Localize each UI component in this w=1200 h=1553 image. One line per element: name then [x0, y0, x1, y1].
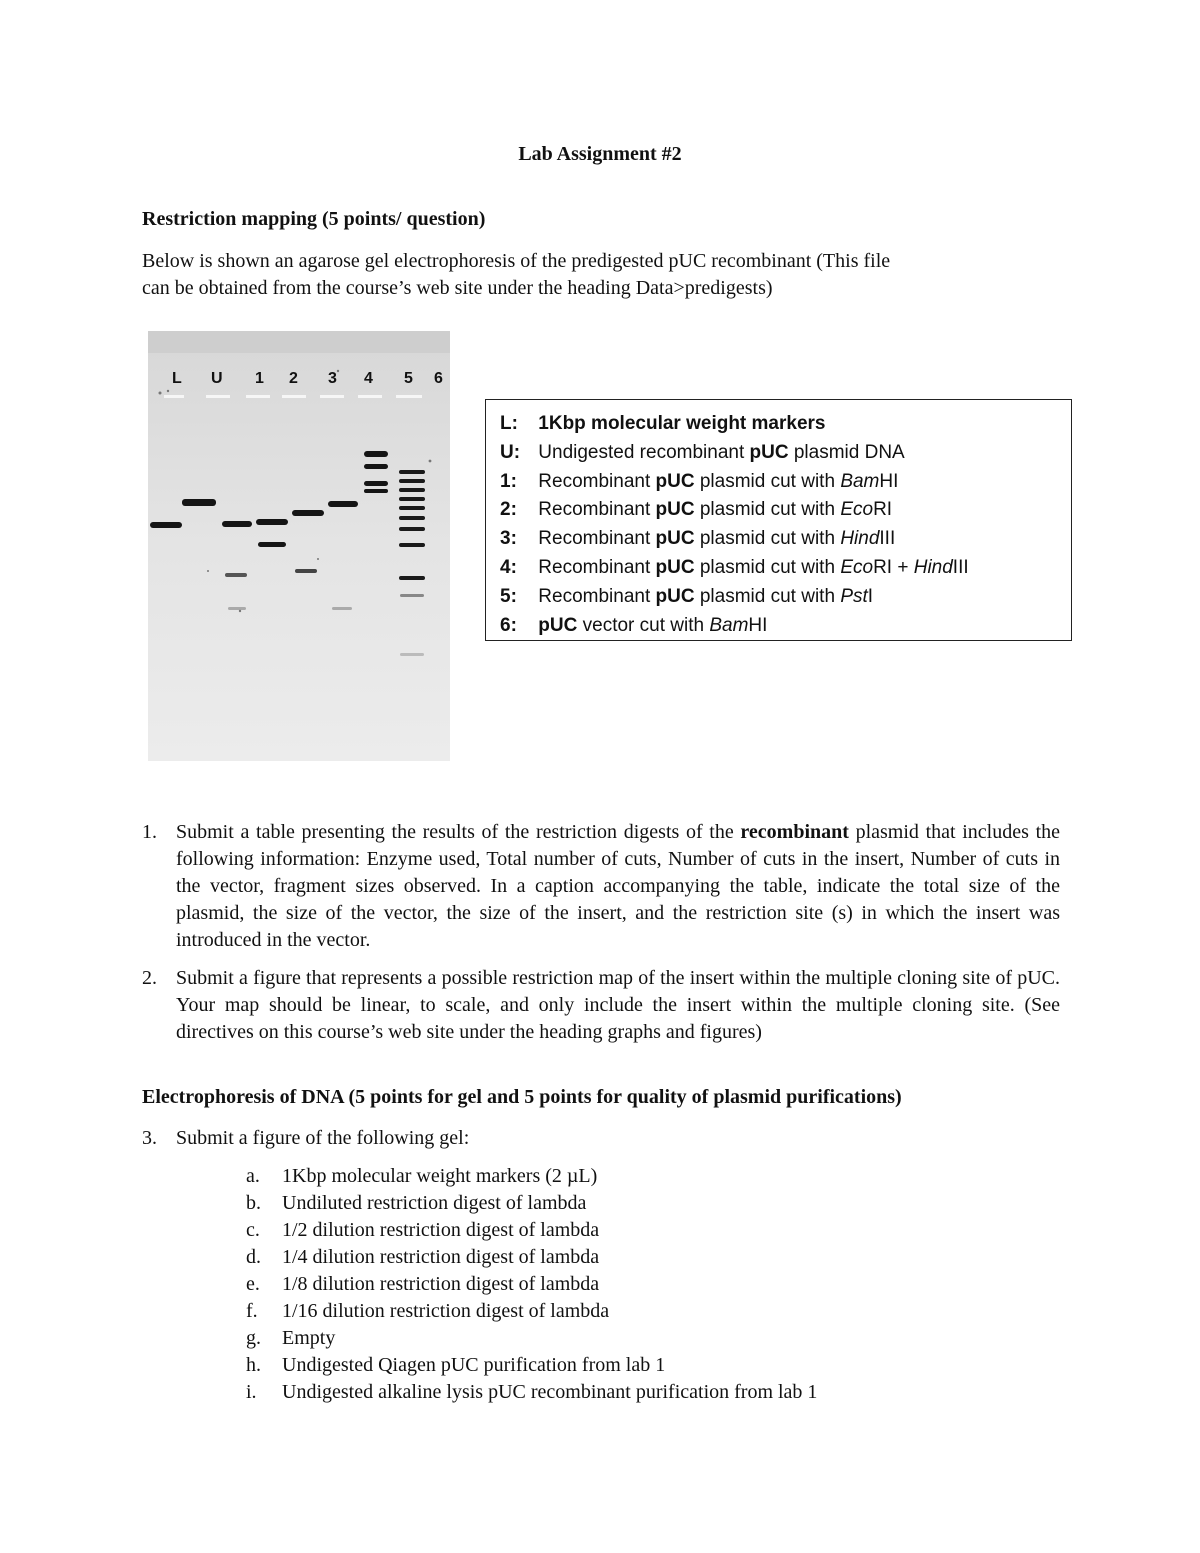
- band-3-1: [292, 510, 324, 516]
- legend-text: HI: [748, 614, 768, 636]
- legend-key: 4:: [500, 556, 517, 578]
- legend-row-1: [500, 468, 1071, 497]
- list-text: 1/4 dilution restriction digest of lambda: [282, 1246, 600, 1268]
- lane-label-6: 6: [434, 370, 443, 387]
- list-text: Undiluted restriction digest of lambda: [282, 1192, 587, 1214]
- list-item: [246, 1163, 817, 1190]
- ladder-band-11: [400, 653, 424, 656]
- ladder-band-6: [399, 516, 425, 520]
- legend-text: I: [867, 585, 874, 607]
- list-text: Undigested alkaline lysis pUC recombinant purification from lab 1: [282, 1381, 818, 1403]
- list-item: [246, 1244, 817, 1271]
- legend-italic: Bam: [709, 614, 749, 636]
- speck: [159, 392, 162, 395]
- gel-svg: [148, 331, 450, 761]
- list-letter: d.: [246, 1246, 261, 1268]
- legend-row-U: [500, 439, 1071, 468]
- legend-key: U:: [500, 441, 521, 463]
- question-bold-word: recombinant: [740, 821, 849, 843]
- ladder-band-3: [399, 488, 425, 492]
- legend-key: 5:: [500, 585, 517, 607]
- legend-row-6: [500, 612, 1071, 641]
- gel-top-edge: [148, 331, 450, 353]
- legend-bold: pUC: [749, 441, 789, 463]
- list-text: 1/16 dilution restriction digest of lambda: [282, 1300, 610, 1322]
- band-5-3: [364, 481, 388, 486]
- band-5-1: [364, 451, 388, 457]
- well-4: [358, 395, 382, 398]
- list-item: [246, 1379, 817, 1406]
- well-1: [246, 395, 270, 398]
- list-item: [246, 1190, 817, 1217]
- speck: [167, 390, 169, 392]
- legend-row-4: [500, 554, 1071, 583]
- ladder-band-7: [399, 527, 425, 531]
- legend-text: vector cut with: [577, 614, 710, 636]
- ladder-band-1: [399, 470, 425, 474]
- legend-text: Undigested recombinant: [533, 441, 750, 463]
- band-U-1: [182, 499, 216, 506]
- legend-italic: Pst: [840, 585, 868, 607]
- intro-line-2: can be obtained from the course’s web site under the heading Data>predigests): [142, 277, 773, 299]
- question-text-part: plasmid that includes the following information: Enzyme used, Total number of cuts, Number of cuts in the insert, Number of cuts in the vector, fragment sizes observed. In a caption accompanying the table, indicate the total size of the plasmid, the size of the vector, the size of the insert, and the restriction site (s) in which the insert was introduced in the vector.: [176, 821, 1060, 951]
- list-item: [246, 1352, 817, 1379]
- legend-row-2: [500, 496, 1071, 525]
- well-L: [164, 395, 184, 398]
- question-3: [142, 1125, 1060, 1152]
- legend-bold: pUC: [655, 499, 695, 521]
- legend-text: plasmid cut with: [694, 556, 841, 578]
- legend-key: L:: [500, 413, 518, 434]
- band-1-3: [228, 607, 246, 610]
- gel-image: [148, 331, 450, 761]
- legend-key: 3:: [500, 528, 517, 550]
- legend-bold: pUC: [655, 585, 695, 607]
- legend-text: plasmid DNA: [788, 441, 905, 463]
- legend-row-3: [500, 525, 1071, 554]
- ladder-band-5: [399, 506, 425, 510]
- legend-italic: Eco: [840, 556, 874, 578]
- lane-label-U: U: [211, 370, 223, 387]
- ladder-band-2: [399, 479, 425, 483]
- list-letter: a.: [246, 1165, 260, 1187]
- ladder-band-8: [399, 543, 425, 547]
- question-text: Submit a figure of the following gel:: [176, 1127, 470, 1149]
- legend-bold: pUC: [655, 528, 695, 550]
- list-text: Empty: [282, 1327, 336, 1349]
- list-letter: h.: [246, 1354, 261, 1376]
- lane-label-5: 5: [404, 370, 413, 387]
- speck: [207, 570, 209, 572]
- section-heading-electrophoresis: Electrophoresis of DNA (5 points for gel and 5 points for quality of plasmid purifications): [142, 1086, 902, 1108]
- list-text: Undigested Qiagen pUC purification from lab 1: [282, 1354, 666, 1376]
- question-text: [176, 819, 1060, 954]
- legend-row-5: [500, 583, 1071, 612]
- legend-italic: Hind: [913, 556, 953, 578]
- lane-label-2: 2: [289, 370, 298, 387]
- legend-text: Recombinant: [533, 470, 656, 492]
- gel-legend-box: [485, 399, 1072, 641]
- band-2-1: [256, 519, 288, 525]
- list-item: [246, 1271, 817, 1298]
- legend-italic: Eco: [840, 499, 874, 521]
- question-text-part: Submit a table presenting the results of the restriction digests of the: [176, 821, 741, 843]
- well-5: [396, 395, 422, 398]
- speck: [317, 558, 319, 560]
- list-item: [246, 1217, 817, 1244]
- legend-key: 2:: [500, 499, 517, 521]
- list-item: [246, 1325, 817, 1352]
- speck: [429, 460, 432, 463]
- legend-key: 1:: [500, 470, 517, 492]
- legend-text: plasmid cut with: [694, 470, 841, 492]
- well-3: [320, 395, 344, 398]
- legend-text: III: [879, 528, 896, 550]
- lane-label-1: 1: [255, 370, 264, 387]
- band-5-2: [364, 464, 388, 469]
- ladder-band-9: [399, 576, 425, 580]
- list-letter: i.: [246, 1381, 257, 1403]
- legend-text: III: [952, 556, 969, 578]
- list-item: [246, 1298, 817, 1325]
- question-number: 2.: [142, 967, 157, 989]
- list-text: 1/8 dilution restriction digest of lambda: [282, 1273, 600, 1295]
- well-2: [282, 395, 306, 398]
- legend-text: plasmid cut with: [694, 585, 841, 607]
- question-number: 3.: [142, 1127, 157, 1149]
- legend-key: 6:: [500, 614, 517, 636]
- band-1-1: [222, 521, 252, 527]
- legend-italic: Bam: [840, 470, 880, 492]
- legend-text: 1Kbp molecular weight markers: [533, 413, 826, 434]
- list-letter: b.: [246, 1192, 261, 1214]
- question-2: [142, 965, 1060, 1046]
- legend-text: Recombinant: [533, 499, 656, 521]
- question-1: [142, 819, 1060, 954]
- band-4-1: [328, 501, 358, 507]
- well-U: [206, 395, 230, 398]
- lane-label-L: L: [172, 370, 182, 387]
- legend-text: HI: [879, 470, 899, 492]
- list-letter: e.: [246, 1273, 260, 1295]
- ladder-band-4: [399, 497, 425, 501]
- band-1-2: [225, 573, 247, 577]
- legend-bold: pUC: [538, 614, 578, 636]
- legend-text: plasmid cut with: [694, 528, 841, 550]
- section-heading-restriction-mapping: Restriction mapping (5 points/ question): [142, 208, 486, 230]
- legend-text: RI +: [873, 556, 914, 578]
- band-3-2: [295, 569, 317, 573]
- list-letter: g.: [246, 1327, 261, 1349]
- list-letter: f.: [246, 1300, 258, 1322]
- legend-text: RI: [873, 499, 893, 521]
- lane-label-3: 3: [328, 370, 337, 387]
- legend-row-L: [500, 410, 1071, 439]
- band-L-1: [150, 522, 182, 528]
- list-text: 1Kbp molecular weight markers (2 µL): [282, 1165, 598, 1187]
- gel-lane-list: [246, 1163, 817, 1406]
- speck: [337, 370, 339, 372]
- legend-text: plasmid cut with: [694, 499, 841, 521]
- band-2-2: [258, 542, 286, 547]
- question-text: Submit a figure that represents a possible restriction map of the insert within the multiple cloning site of pUC. Your map should be linear, to scale, and only include the insert within the multiple cloning site. (See directives on this course’s web site under the heading graphs and figures): [176, 967, 1060, 1043]
- intro-line-1: Below is shown an agarose gel electrophoresis of the predigested pUC recombinant (This file: [142, 250, 891, 272]
- list-text: 1/2 dilution restriction digest of lambda: [282, 1219, 600, 1241]
- band-4-2: [332, 607, 352, 610]
- page-title: Lab Assignment #2: [518, 143, 682, 165]
- legend-bold: pUC: [655, 556, 695, 578]
- speck: [239, 610, 241, 612]
- intro-paragraph: [142, 248, 1042, 302]
- legend-bold: pUC: [655, 470, 695, 492]
- legend-text: Recombinant: [533, 528, 656, 550]
- ladder-band-10: [400, 594, 424, 597]
- legend-text: Recombinant: [533, 556, 656, 578]
- list-letter: c.: [246, 1219, 260, 1241]
- question-number: 1.: [142, 821, 157, 843]
- lane-label-4: 4: [364, 370, 373, 387]
- legend-text: Recombinant: [533, 585, 656, 607]
- band-5-4: [364, 489, 388, 493]
- legend-italic: Hind: [840, 528, 880, 550]
